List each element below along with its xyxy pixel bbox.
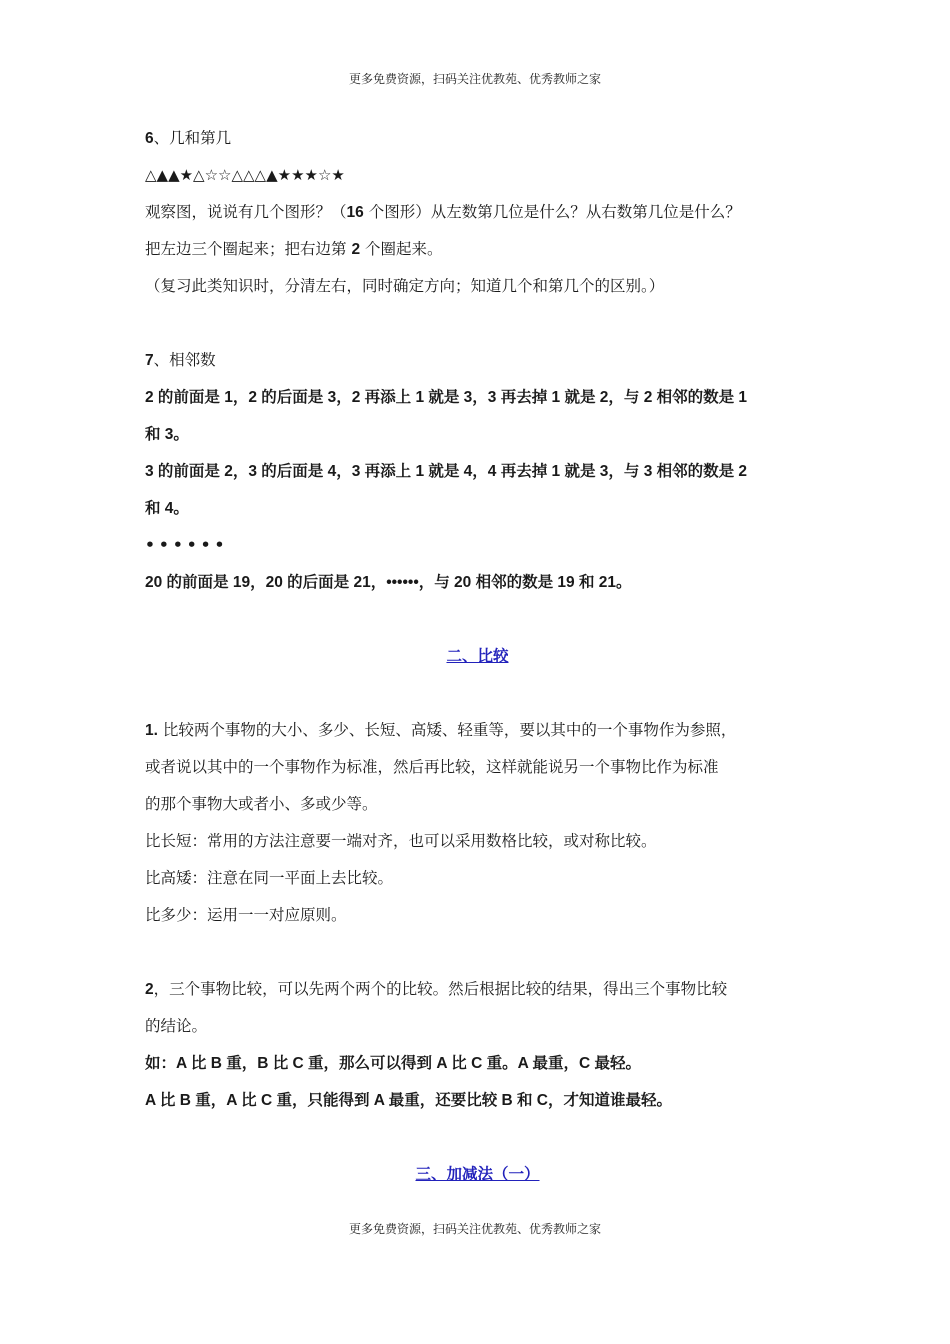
section-heading-compare[interactable]: 二、比较 [446, 647, 509, 665]
shape-sequence: △▲▲★△☆☆△△△▲★★★☆★ [145, 166, 345, 184]
compare-paragraph-1-line-3: 的那个事物大或者小、多或少等。 [145, 795, 378, 813]
question-2 [145, 231, 810, 268]
page-footer: 更多免费资源，扫码关注优教苑、优秀教师之家 [348, 1222, 601, 1236]
section-7-title [145, 342, 810, 379]
question-1-part-a: 观察图，说说有几个图形？（ [145, 203, 347, 221]
ellipsis-dots: •••••• [145, 536, 229, 554]
compare-paragraph-1-line-2: 或者说以其中的一个事物作为标准，然后再比较，这样就能说另一个事物比作为标准 [145, 758, 719, 776]
page-header: 更多免费资源，扫码关注优教苑、优秀教师之家 [348, 72, 601, 86]
teaching-note: （复习此类知识时，分清左右，同时确定方向；知道几个和第几个的区别。） [145, 277, 665, 295]
section-number: 7 [145, 352, 154, 369]
compare-example-1: 如：A 比 B 重，B 比 C 重，那么可以得到 A 比 C 重。A 最重，C 最轻。 [145, 1055, 642, 1072]
compare-height: 比高矮：注意在同一平面上去比较。 [145, 869, 394, 887]
neighbor-example-3: 20 的前面是 19，20 的后面是 21，••••••，与 20 相邻的数是 19 和 21。 [145, 574, 632, 591]
compare-paragraph-1 [145, 712, 810, 749]
section-heading-addition-subtraction[interactable]: 三、加减法（一） [415, 1165, 540, 1183]
compare-paragraph-2 [145, 971, 810, 1008]
neighbor-example-1: 2 的前面是 1，2 的后面是 3，2 再添上 1 就是 3，3 再去掉 1 就是 2，与 2 相邻的数是 1 [145, 389, 748, 406]
paragraph-text: 比较两个事物的大小、多少、长短、高矮、轻重等，要以其中的一个事物作为参照， [157, 721, 737, 739]
compare-length: 比长短：常用的方法注意要一端对齐，也可以采用数格比较，或对称比较。 [145, 832, 657, 850]
compare-quantity: 比多少：运用一一对应原则。 [145, 906, 347, 924]
question-1 [145, 194, 810, 231]
neighbor-example-2-cont: 和 4。 [145, 500, 189, 517]
paragraph-number: 1. [145, 722, 158, 739]
compare-paragraph-2-line-2: 的结论。 [145, 1017, 208, 1035]
neighbor-example-1-cont: 和 3。 [145, 426, 189, 443]
question-1-number: 16 [346, 204, 364, 221]
question-1-part-b: 个图形）从左数第几位是什么？从右数第几位是什么？ [363, 203, 741, 221]
section-title-text: 、几和第几 [153, 129, 232, 147]
question-2-part-a: 把左边三个圈起来；把右边第 [145, 240, 352, 258]
paragraph-number: 2 [145, 981, 154, 998]
question-2-number: 2 [351, 241, 361, 258]
question-2-part-b: 个圈起来。 [360, 240, 443, 258]
section-number: 6 [145, 130, 154, 147]
document-body [145, 120, 810, 1193]
section-title-text: 、相邻数 [153, 351, 216, 369]
compare-example-2: A 比 B 重，A 比 C 重，只能得到 A 最重，还要比较 B 和 C，才知道谁最轻。 [145, 1092, 673, 1109]
paragraph-text: ，三个事物比较，可以先两个两个的比较。然后根据比较的结果，得出三个事物比较 [153, 980, 728, 998]
section-6-title [145, 120, 810, 157]
neighbor-example-2: 3 的前面是 2，3 的后面是 4，3 再添上 1 就是 4，4 再去掉 1 就是 3，与 3 相邻的数是 2 [145, 463, 748, 480]
